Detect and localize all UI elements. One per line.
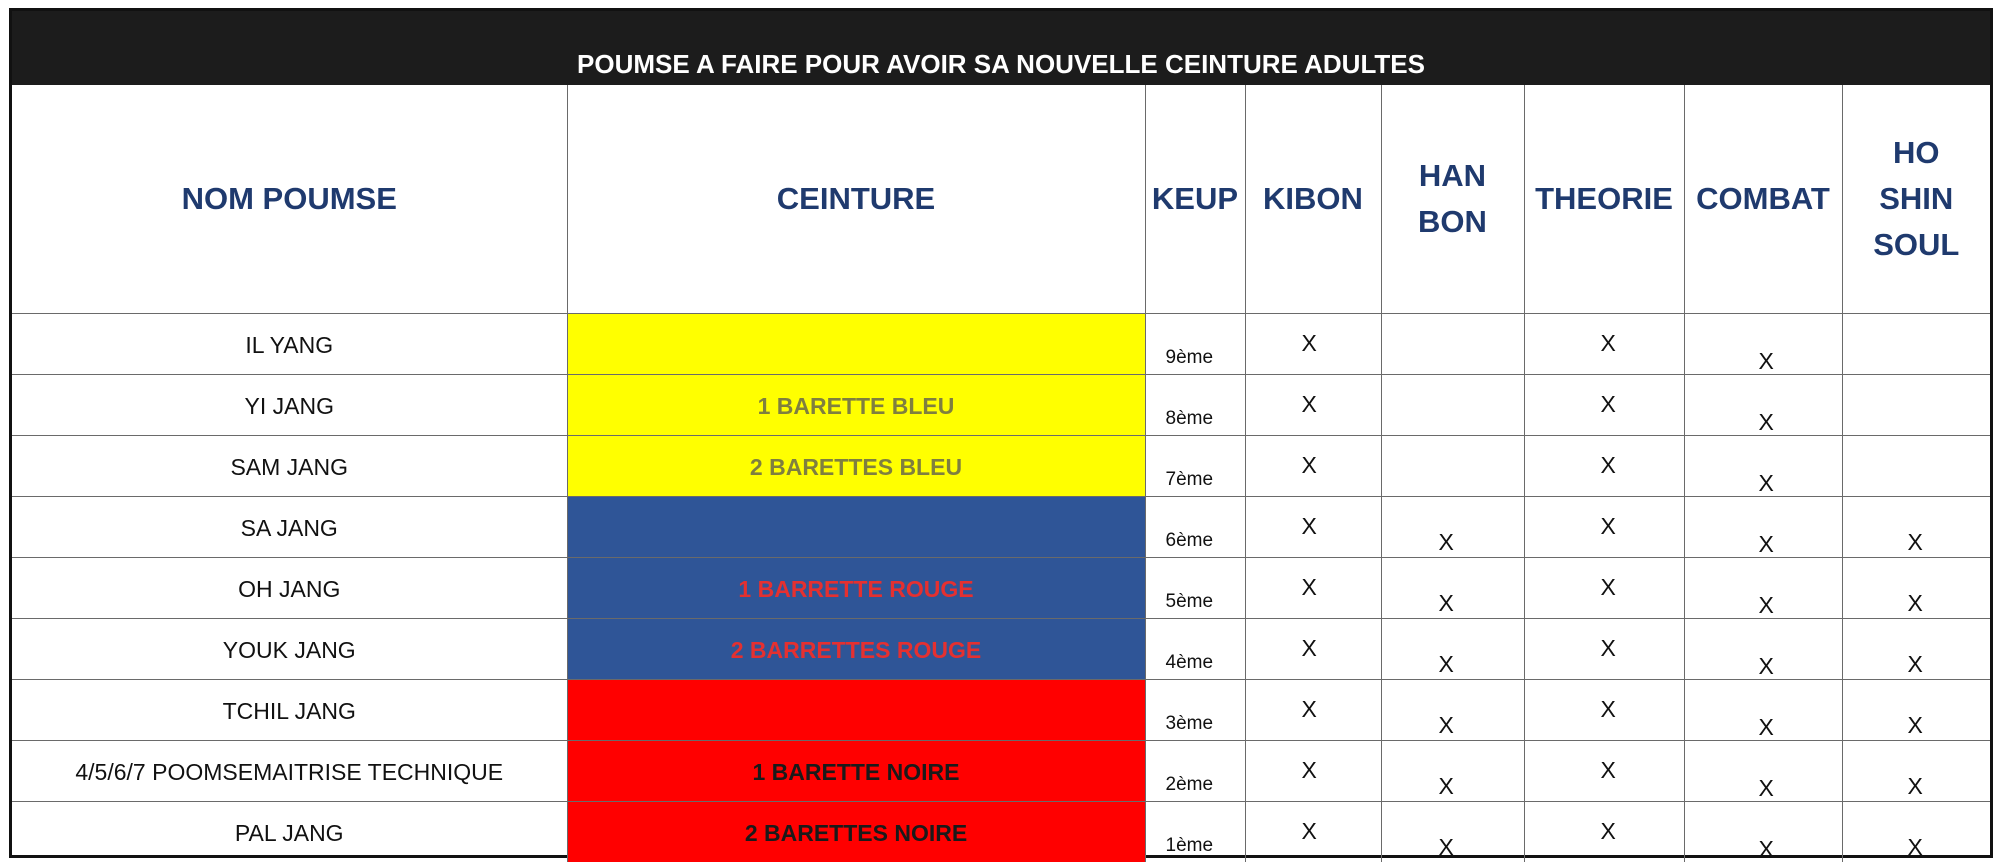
keup-rank-cell xyxy=(1145,558,1245,619)
table-row xyxy=(12,497,1990,558)
keup-rank: 6ème xyxy=(1165,530,1214,551)
poumse-name: OH JANG xyxy=(238,576,341,602)
belt-cell: 2 BARETTES BLEU xyxy=(749,454,963,480)
keup-rank-cell xyxy=(1145,314,1245,375)
hanbon-mark-cell xyxy=(1381,680,1524,741)
combat-mark: X xyxy=(1758,714,1774,740)
combat-mark: X xyxy=(1758,653,1774,679)
poumse-name-cell xyxy=(12,802,567,863)
combat-mark: X xyxy=(1758,775,1774,801)
poumse-name-cell xyxy=(12,375,567,436)
combat-mark-cell xyxy=(1684,558,1842,619)
header-ceinture: CEINTURE xyxy=(567,85,1145,314)
theorie-mark: X xyxy=(1600,391,1616,417)
hoshinsoul-mark-cell xyxy=(1842,741,1990,802)
poumse-name-cell xyxy=(12,741,567,802)
combat-mark-cell xyxy=(1684,314,1842,375)
hoshinsoul-mark-cell xyxy=(1842,375,1990,436)
hanbon-mark: X xyxy=(1438,529,1454,555)
hanbon-mark-cell xyxy=(1381,802,1524,863)
table-row xyxy=(12,741,1990,802)
theorie-mark: X xyxy=(1600,513,1616,539)
keup-rank: 4ème xyxy=(1165,652,1214,673)
poumse-name-cell xyxy=(12,680,567,741)
theorie-mark-cell xyxy=(1524,619,1684,680)
hoshinsoul-mark-cell xyxy=(1842,680,1990,741)
belt-cell-cell xyxy=(567,619,1145,680)
hoshinsoul-mark: X xyxy=(1907,834,1923,860)
hanbon-mark-cell xyxy=(1381,497,1524,558)
hanbon-mark-cell xyxy=(1381,375,1524,436)
poumse-name-cell xyxy=(12,436,567,497)
combat-mark: X xyxy=(1758,348,1774,374)
theorie-mark: X xyxy=(1600,818,1616,844)
hoshinsoul-mark-cell xyxy=(1842,802,1990,863)
kibon-mark-cell xyxy=(1245,802,1381,863)
kibon-mark-cell xyxy=(1245,619,1381,680)
table-row xyxy=(12,802,1990,863)
hoshinsoul-mark: X xyxy=(1907,712,1923,738)
table-body xyxy=(12,314,1990,863)
kibon-mark: X xyxy=(1301,513,1317,539)
theorie-mark: X xyxy=(1600,757,1616,783)
table-row xyxy=(12,558,1990,619)
kibon-mark: X xyxy=(1301,818,1317,844)
kibon-mark-cell xyxy=(1245,680,1381,741)
kibon-mark-cell xyxy=(1245,375,1381,436)
poumse-name: YOUK JANG xyxy=(222,637,356,663)
combat-mark: X xyxy=(1758,836,1774,862)
theorie-mark: X xyxy=(1600,696,1616,722)
keup-rank-cell xyxy=(1145,375,1245,436)
hoshinsoul-mark-cell xyxy=(1842,436,1990,497)
theorie-mark: X xyxy=(1600,574,1616,600)
kibon-mark: X xyxy=(1301,757,1317,783)
poumse-name: YI JANG xyxy=(244,393,334,419)
hoshinsoul-mark-cell xyxy=(1842,558,1990,619)
theorie-mark-cell xyxy=(1524,558,1684,619)
table-row xyxy=(12,436,1990,497)
kibon-mark: X xyxy=(1301,635,1317,661)
kibon-mark-cell xyxy=(1245,741,1381,802)
header-combat: COMBAT xyxy=(1684,85,1842,314)
kibon-mark: X xyxy=(1301,330,1317,356)
poumse-name-cell xyxy=(12,619,567,680)
belt-cell: 2 BARRETTES ROUGE xyxy=(730,637,982,663)
hanbon-mark-cell xyxy=(1381,741,1524,802)
keup-rank: 5ème xyxy=(1165,591,1214,612)
belt-cell-cell xyxy=(567,436,1145,497)
hoshinsoul-mark: X xyxy=(1907,651,1923,677)
header-kibon: KIBON xyxy=(1245,85,1381,314)
theorie-mark-cell xyxy=(1524,436,1684,497)
table-row xyxy=(12,619,1990,680)
poumse-name: IL YANG xyxy=(245,332,334,358)
poumse-name-cell xyxy=(12,314,567,375)
theorie-mark: X xyxy=(1600,635,1616,661)
header-hoshinsoul-label: HO SHIN SOUL xyxy=(1873,135,1960,262)
kibon-mark-cell xyxy=(1245,497,1381,558)
combat-mark-cell xyxy=(1684,375,1842,436)
hanbon-mark-cell xyxy=(1381,558,1524,619)
header-hanbon xyxy=(1381,85,1524,314)
hoshinsoul-mark: X xyxy=(1907,773,1923,799)
keup-rank-cell xyxy=(1145,802,1245,863)
keup-rank: 1ème xyxy=(1165,835,1214,856)
keup-rank: 3ème xyxy=(1165,713,1214,734)
table-row xyxy=(12,680,1990,741)
belt-cell-cell xyxy=(567,558,1145,619)
kibon-mark: X xyxy=(1301,452,1317,478)
combat-mark: X xyxy=(1758,531,1774,557)
theorie-mark-cell xyxy=(1524,680,1684,741)
combat-mark: X xyxy=(1758,409,1774,435)
theorie-mark-cell xyxy=(1524,741,1684,802)
hoshinsoul-mark: X xyxy=(1907,529,1923,555)
combat-mark-cell xyxy=(1684,741,1842,802)
combat-mark: X xyxy=(1758,470,1774,496)
belt-cell: 2 BARETTES NOIRE xyxy=(744,820,968,846)
combat-mark: X xyxy=(1758,592,1774,618)
hanbon-mark: X xyxy=(1438,834,1454,860)
theorie-mark: X xyxy=(1600,330,1616,356)
belt-cell: 1 BARETTE BLEU xyxy=(757,393,955,419)
hanbon-mark: X xyxy=(1438,712,1454,738)
keup-rank: 9ème xyxy=(1165,347,1214,368)
kibon-mark-cell xyxy=(1245,314,1381,375)
combat-mark-cell xyxy=(1684,619,1842,680)
table-row xyxy=(12,314,1990,375)
keup-rank-cell xyxy=(1145,497,1245,558)
belt-cell-cell xyxy=(567,680,1145,741)
poumse-name-cell xyxy=(12,497,567,558)
poumse-name: PAL JANG xyxy=(234,820,344,846)
belt-cell-cell xyxy=(567,802,1145,863)
kibon-mark: X xyxy=(1301,391,1317,417)
poumse-name: SA JANG xyxy=(240,515,338,541)
poumse-name: 4/5/6/7 POOMSEMAITRISE TECHNIQUE xyxy=(75,759,504,785)
belt-cell-cell xyxy=(567,314,1145,375)
keup-rank-cell xyxy=(1145,619,1245,680)
hanbon-mark: X xyxy=(1438,651,1454,677)
theorie-mark: X xyxy=(1600,452,1616,478)
hanbon-mark-cell xyxy=(1381,314,1524,375)
combat-mark-cell xyxy=(1684,436,1842,497)
keup-rank-cell xyxy=(1145,741,1245,802)
header-row xyxy=(12,85,1990,314)
header-theorie: THEORIE xyxy=(1524,85,1684,314)
header-keup: KEUP xyxy=(1145,85,1245,314)
hoshinsoul-mark-cell xyxy=(1842,619,1990,680)
belt-requirements-sheet xyxy=(9,8,1993,862)
poumse-name-cell xyxy=(12,558,567,619)
theorie-mark-cell xyxy=(1524,497,1684,558)
header-nom-poumse: NOM POUMSE xyxy=(12,85,567,314)
theorie-mark-cell xyxy=(1524,375,1684,436)
belt-cell: 1 BARETTE NOIRE xyxy=(752,759,960,785)
hanbon-mark: X xyxy=(1438,590,1454,616)
hoshinsoul-mark-cell xyxy=(1842,314,1990,375)
belt-cell-cell xyxy=(567,741,1145,802)
combat-mark-cell xyxy=(1684,497,1842,558)
keup-rank: 2ème xyxy=(1165,774,1214,795)
poumse-name: SAM JANG xyxy=(230,454,349,480)
kibon-mark-cell xyxy=(1245,558,1381,619)
poumse-name: TCHIL JANG xyxy=(222,698,356,724)
theorie-mark-cell xyxy=(1524,802,1684,863)
hoshinsoul-mark-cell xyxy=(1842,497,1990,558)
keup-rank: 7ème xyxy=(1165,469,1214,490)
combat-mark-cell xyxy=(1684,680,1842,741)
header-hoshinsoul xyxy=(1842,85,1990,314)
requirements-table xyxy=(12,85,1990,862)
hanbon-mark-cell xyxy=(1381,619,1524,680)
hoshinsoul-mark: X xyxy=(1907,590,1923,616)
kibon-mark-cell xyxy=(1245,436,1381,497)
kibon-mark: X xyxy=(1301,574,1317,600)
header-hanbon-label: HAN BON xyxy=(1418,158,1487,239)
kibon-mark: X xyxy=(1301,696,1317,722)
sheet-title: POUMSE A FAIRE POUR AVOIR SA NOUVELLE CEINTURE ADULTES xyxy=(577,49,1425,79)
hanbon-mark: X xyxy=(1438,773,1454,799)
combat-mark-cell xyxy=(1684,802,1842,863)
keup-rank: 8ème xyxy=(1165,408,1214,429)
hanbon-mark-cell xyxy=(1381,436,1524,497)
keup-rank-cell xyxy=(1145,436,1245,497)
belt-cell: 1 BARRETTE ROUGE xyxy=(738,576,974,602)
belt-cell-cell xyxy=(567,497,1145,558)
theorie-mark-cell xyxy=(1524,314,1684,375)
table-row xyxy=(12,375,1990,436)
keup-rank-cell xyxy=(1145,680,1245,741)
belt-cell-cell xyxy=(567,375,1145,436)
title-bar xyxy=(12,11,1990,85)
